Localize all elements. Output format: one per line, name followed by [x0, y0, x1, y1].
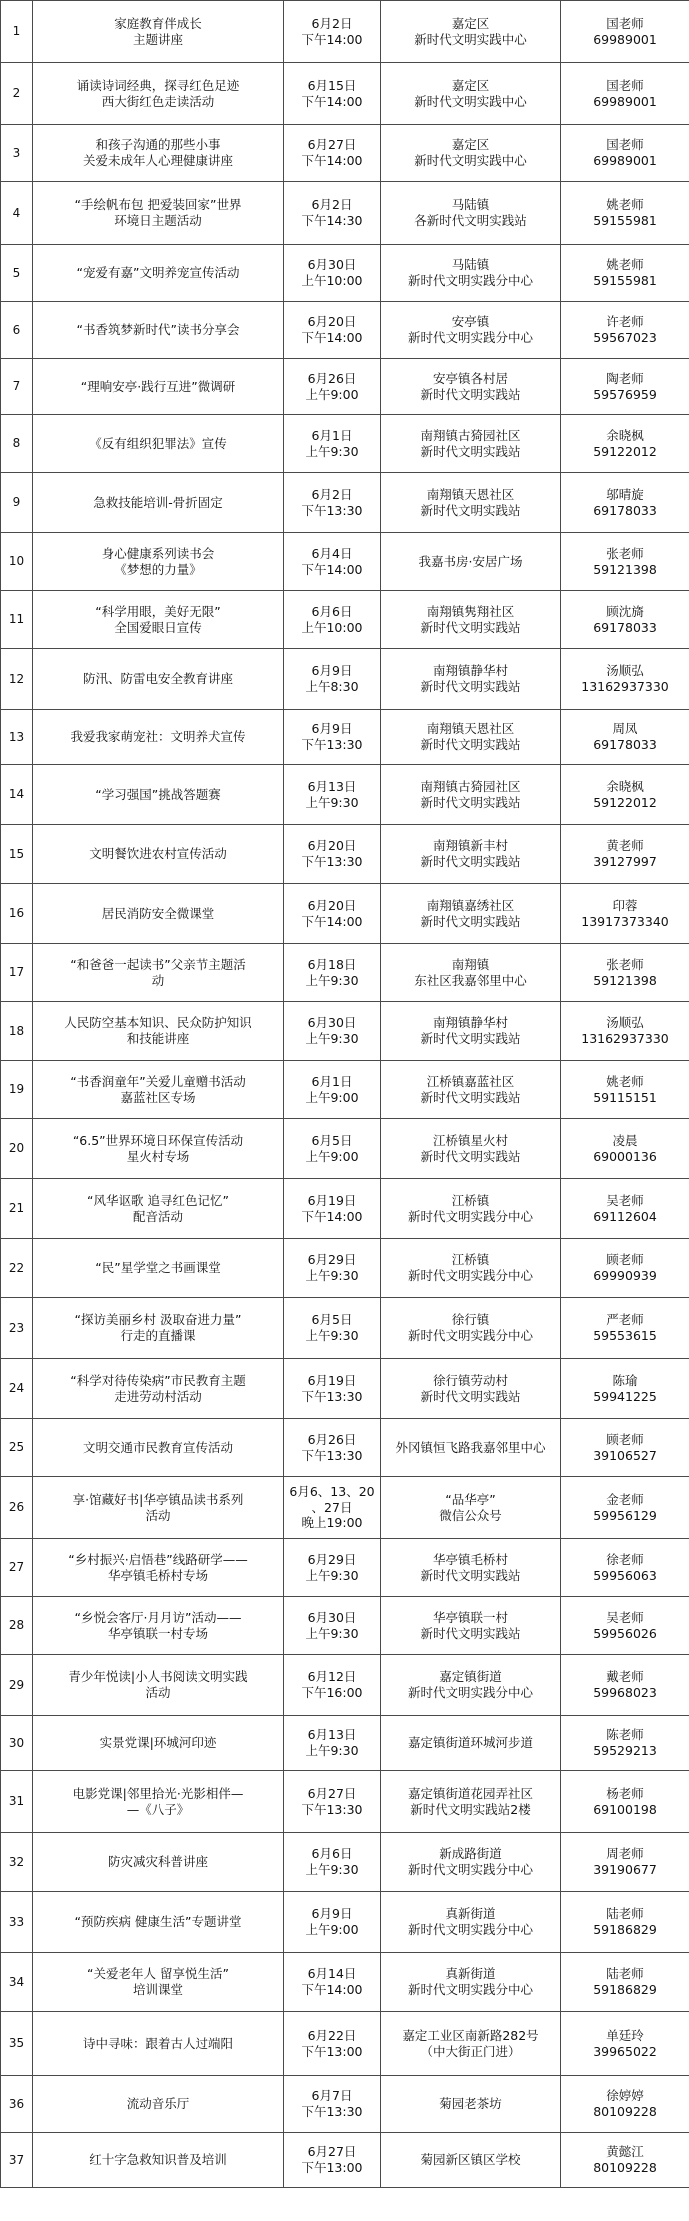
- row-number: 16: [1, 884, 33, 944]
- activity-contact: 余晓枫 59122012: [561, 415, 689, 473]
- table-row: [1, 765, 689, 825]
- row-number: 26: [1, 1477, 33, 1539]
- activity-contact: 张老师 59121398: [561, 533, 689, 591]
- activity-time: 6月30日 上午9:30: [284, 1002, 381, 1061]
- activity-place: 南翔镇天恩社区 新时代文明实践站: [381, 473, 561, 533]
- table-row: [1, 1419, 689, 1477]
- activity-contact: 吴老师 69112604: [561, 1179, 689, 1239]
- activity-time: 6月5日 上午9:30: [284, 1298, 381, 1359]
- activity-contact: 吴老师 59956026: [561, 1597, 689, 1655]
- activity-contact: 周老师 39190677: [561, 1833, 689, 1892]
- activity-place: 南翔镇古猗园社区 新时代文明实践站: [381, 415, 561, 473]
- activity-place: 江桥镇嘉蓝社区 新时代文明实践站: [381, 1061, 561, 1119]
- row-number: 37: [1, 2133, 33, 2188]
- activity-contact: 姚老师 59115151: [561, 1061, 689, 1119]
- activity-time: 6月19日 下午13:30: [284, 1359, 381, 1419]
- activity-time: 6月4日 下午14:00: [284, 533, 381, 591]
- table-row: [1, 2133, 689, 2188]
- row-number: 21: [1, 1179, 33, 1239]
- activity-name: 《反有组织犯罪法》宣传: [33, 415, 284, 473]
- row-number: 19: [1, 1061, 33, 1119]
- activity-contact: 印蓉 13917373340: [561, 884, 689, 944]
- row-number: 13: [1, 710, 33, 765]
- activity-place: 安亭镇各村居 新时代文明实践站: [381, 359, 561, 415]
- activity-name: 流动音乐厅: [33, 2076, 284, 2133]
- activity-name: 实景党课|环城河印迹: [33, 1716, 284, 1771]
- row-number: 1: [1, 1, 33, 63]
- activity-contact: 陆老师 59186829: [561, 1953, 689, 2012]
- activity-contact: 陆老师 59186829: [561, 1892, 689, 1953]
- activity-time: 6月29日 上午9:30: [284, 1239, 381, 1298]
- row-number: 14: [1, 765, 33, 825]
- activity-name: 享·馆藏好书|华亭镇品读书系列 活动: [33, 1477, 284, 1539]
- row-number: 11: [1, 591, 33, 649]
- activity-place: 嘉定镇街道花园弄社区 新时代文明实践站2楼: [381, 1771, 561, 1833]
- activity-place: 外冈镇恒飞路我嘉邻里中心: [381, 1419, 561, 1477]
- activity-time: 6月20日 下午14:00: [284, 302, 381, 359]
- table-row: [1, 1539, 689, 1597]
- activity-contact: 黄老师 39127997: [561, 825, 689, 884]
- activity-name: 文明餐饮进农村宣传活动: [33, 825, 284, 884]
- row-number: 6: [1, 302, 33, 359]
- activity-contact: 陈瑜 59941225: [561, 1359, 689, 1419]
- activity-contact: 黄懿江 80109228: [561, 2133, 689, 2188]
- table-row: [1, 302, 689, 359]
- activity-name: “6.5”世界环境日环保宣传活动 星火村专场: [33, 1119, 284, 1179]
- row-number: 17: [1, 944, 33, 1002]
- activity-name: “学习强国”挑战答题赛: [33, 765, 284, 825]
- table-row: [1, 125, 689, 182]
- table-row: [1, 473, 689, 533]
- table-row: [1, 1953, 689, 2012]
- activity-place: 菊园新区镇区学校: [381, 2133, 561, 2188]
- activity-name: 居民消防安全微课堂: [33, 884, 284, 944]
- activity-place: “品华亭” 微信公众号: [381, 1477, 561, 1539]
- activity-name: 防灾减灾科普讲座: [33, 1833, 284, 1892]
- activity-place: 嘉定区 新时代文明实践中心: [381, 125, 561, 182]
- activity-place: 马陆镇 新时代文明实践分中心: [381, 245, 561, 302]
- activity-time: 6月5日 上午9:00: [284, 1119, 381, 1179]
- activity-place: 华亭镇联一村 新时代文明实践站: [381, 1597, 561, 1655]
- activity-place: 嘉定区 新时代文明实践中心: [381, 63, 561, 125]
- table-row: [1, 415, 689, 473]
- activity-name: 和孩子沟通的那些小事 关爱未成年人心理健康讲座: [33, 125, 284, 182]
- activity-place: 南翔镇静华村 新时代文明实践站: [381, 649, 561, 710]
- activity-place: 南翔镇 东社区我嘉邻里中心: [381, 944, 561, 1002]
- row-number: 24: [1, 1359, 33, 1419]
- activity-time: 6月6日 上午9:30: [284, 1833, 381, 1892]
- row-number: 15: [1, 825, 33, 884]
- activity-time: 6月27日 下午13:30: [284, 1771, 381, 1833]
- activity-place: 华亭镇毛桥村 新时代文明实践站: [381, 1539, 561, 1597]
- table-row: [1, 1119, 689, 1179]
- activity-contact: 余晓枫 59122012: [561, 765, 689, 825]
- activity-place: 嘉定镇街道 新时代文明实践分中心: [381, 1655, 561, 1716]
- row-number: 7: [1, 359, 33, 415]
- activity-name: 红十字急救知识普及培训: [33, 2133, 284, 2188]
- activity-contact: 顾沈旖 69178033: [561, 591, 689, 649]
- table-row: [1, 2012, 689, 2076]
- activity-contact: 邬晴旋 69178033: [561, 473, 689, 533]
- table-row: [1, 533, 689, 591]
- activity-contact: 单廷玲 39965022: [561, 2012, 689, 2076]
- activity-place: 南翔镇嘉绣社区 新时代文明实践站: [381, 884, 561, 944]
- activity-time: 6月9日 上午8:30: [284, 649, 381, 710]
- table-row: [1, 1359, 689, 1419]
- table-row: [1, 884, 689, 944]
- row-number: 22: [1, 1239, 33, 1298]
- row-number: 28: [1, 1597, 33, 1655]
- table-row: [1, 1239, 689, 1298]
- activity-place: 新成路街道 新时代文明实践分中心: [381, 1833, 561, 1892]
- row-number: 32: [1, 1833, 33, 1892]
- activity-time: 6月13日 上午9:30: [284, 765, 381, 825]
- activity-time: 6月27日 下午14:00: [284, 125, 381, 182]
- activity-time: 6月26日 下午13:30: [284, 1419, 381, 1477]
- activity-time: 6月29日 上午9:30: [284, 1539, 381, 1597]
- table-body: [1, 1, 689, 2188]
- activity-time: 6月20日 下午13:30: [284, 825, 381, 884]
- activity-place: 南翔镇隽翔社区 新时代文明实践站: [381, 591, 561, 649]
- table-row: [1, 245, 689, 302]
- activity-time: 6月20日 下午14:00: [284, 884, 381, 944]
- activity-place: 安亭镇 新时代文明实践分中心: [381, 302, 561, 359]
- activity-name: “书香筑梦新时代”读书分享会: [33, 302, 284, 359]
- activity-place: 我嘉书房·安居广场: [381, 533, 561, 591]
- activity-contact: 徐婷婷 80109228: [561, 2076, 689, 2133]
- activity-name: “宠爱有嘉”文明养宠宣传活动: [33, 245, 284, 302]
- activity-name: “理响安亭·践行互进”微调研: [33, 359, 284, 415]
- activity-time: 6月15日 下午14:00: [284, 63, 381, 125]
- activity-name: “民”星学堂之书画课堂: [33, 1239, 284, 1298]
- activity-contact: 凌晨 69000136: [561, 1119, 689, 1179]
- row-number: 12: [1, 649, 33, 710]
- activity-name: “探访美丽乡村 汲取奋进力量” 行走的直播课: [33, 1298, 284, 1359]
- activity-contact: 姚老师 59155981: [561, 245, 689, 302]
- activity-contact: 金老师 59956129: [561, 1477, 689, 1539]
- activity-name: 人民防空基本知识、民众防护知识 和技能讲座: [33, 1002, 284, 1061]
- table-row: [1, 825, 689, 884]
- activity-contact: 顾老师 39106527: [561, 1419, 689, 1477]
- activity-time: 6月6日 上午10:00: [284, 591, 381, 649]
- row-number: 9: [1, 473, 33, 533]
- table-row: [1, 1002, 689, 1061]
- table-row: [1, 1061, 689, 1119]
- activity-place: 南翔镇天恩社区 新时代文明实践站: [381, 710, 561, 765]
- table-row: [1, 359, 689, 415]
- activity-time: 6月6、13、20 、27日 晚上19:00: [284, 1477, 381, 1539]
- activity-contact: 戴老师 59968023: [561, 1655, 689, 1716]
- activity-contact: 陈老师 59529213: [561, 1716, 689, 1771]
- activity-time: 6月2日 下午14:00: [284, 1, 381, 63]
- activity-contact: 国老师 69989001: [561, 1, 689, 63]
- row-number: 34: [1, 1953, 33, 2012]
- activity-time: 6月7日 下午13:30: [284, 2076, 381, 2133]
- activity-time: 6月2日 下午13:30: [284, 473, 381, 533]
- row-number: 8: [1, 415, 33, 473]
- activity-contact: 严老师 59553615: [561, 1298, 689, 1359]
- activity-contact: 许老师 59567023: [561, 302, 689, 359]
- activity-place: 真新街道 新时代文明实践分中心: [381, 1892, 561, 1953]
- activity-contact: 张老师 59121398: [561, 944, 689, 1002]
- activity-name: 急救技能培训-骨折固定: [33, 473, 284, 533]
- activity-contact: 杨老师 69100198: [561, 1771, 689, 1833]
- row-number: 23: [1, 1298, 33, 1359]
- activity-time: 6月13日 上午9:30: [284, 1716, 381, 1771]
- activity-place: 南翔镇静华村 新时代文明实践站: [381, 1002, 561, 1061]
- activity-contact: 周凤 69178033: [561, 710, 689, 765]
- activity-time: 6月27日 下午13:00: [284, 2133, 381, 2188]
- activity-place: 江桥镇星火村 新时代文明实践站: [381, 1119, 561, 1179]
- activity-place: 嘉定区 新时代文明实践中心: [381, 1, 561, 63]
- table-row: [1, 1655, 689, 1716]
- activity-name: “乡村振兴·启悟巷”线路研学—— 华亭镇毛桥村专场: [33, 1539, 284, 1597]
- table-row: [1, 1179, 689, 1239]
- activity-name: “关爱老年人 留享悦生活” 培训课堂: [33, 1953, 284, 2012]
- activity-time: 6月30日 上午9:30: [284, 1597, 381, 1655]
- table-row: [1, 1597, 689, 1655]
- activity-name: “手绘帆布包 把爱装回家”世界 环境日主题活动: [33, 182, 284, 245]
- activity-place: 江桥镇 新时代文明实践分中心: [381, 1239, 561, 1298]
- row-number: 25: [1, 1419, 33, 1477]
- row-number: 2: [1, 63, 33, 125]
- activity-name: 青少年悦读|小人书阅读文明实践 活动: [33, 1655, 284, 1716]
- activity-place: 南翔镇新丰村 新时代文明实践站: [381, 825, 561, 884]
- row-number: 10: [1, 533, 33, 591]
- activity-time: 6月1日 上午9:30: [284, 415, 381, 473]
- activity-time: 6月1日 上午9:00: [284, 1061, 381, 1119]
- table-row: [1, 1477, 689, 1539]
- table-row: [1, 1716, 689, 1771]
- row-number: 4: [1, 182, 33, 245]
- activity-place: 徐行镇劳动村 新时代文明实践站: [381, 1359, 561, 1419]
- row-number: 29: [1, 1655, 33, 1716]
- activity-place: 真新街道 新时代文明实践分中心: [381, 1953, 561, 2012]
- activity-time: 6月30日 上午10:00: [284, 245, 381, 302]
- activity-name: “风华讴歌 追寻红色记忆” 配音活动: [33, 1179, 284, 1239]
- activity-time: 6月9日 上午9:00: [284, 1892, 381, 1953]
- activity-time: 6月9日 下午13:30: [284, 710, 381, 765]
- activity-name: 身心健康系列读书会 《梦想的力量》: [33, 533, 284, 591]
- activity-time: 6月22日 下午13:00: [284, 2012, 381, 2076]
- row-number: 18: [1, 1002, 33, 1061]
- row-number: 35: [1, 2012, 33, 2076]
- row-number: 31: [1, 1771, 33, 1833]
- activity-name: 家庭教育伴成长 主题讲座: [33, 1, 284, 63]
- table-row: [1, 63, 689, 125]
- table-row: [1, 649, 689, 710]
- activity-place: 菊园老茶坊: [381, 2076, 561, 2133]
- activity-time: 6月18日 上午9:30: [284, 944, 381, 1002]
- row-number: 33: [1, 1892, 33, 1953]
- activity-name: “科学用眼，美好无限” 全国爱眼日宣传: [33, 591, 284, 649]
- activity-contact: 徐老师 59956063: [561, 1539, 689, 1597]
- activity-time: 6月26日 上午9:00: [284, 359, 381, 415]
- activity-name: “乡悦会客厅·月月访”活动—— 华亭镇联一村专场: [33, 1597, 284, 1655]
- table-row: [1, 944, 689, 1002]
- activity-time: 6月14日 下午14:00: [284, 1953, 381, 2012]
- row-number: 3: [1, 125, 33, 182]
- activity-contact: 姚老师 59155981: [561, 182, 689, 245]
- row-number: 5: [1, 245, 33, 302]
- table-row: [1, 591, 689, 649]
- table-row: [1, 1298, 689, 1359]
- row-number: 27: [1, 1539, 33, 1597]
- table-row: [1, 1771, 689, 1833]
- activity-name: 电影党课|邻里拾光·光影相伴— —《八子》: [33, 1771, 284, 1833]
- activity-name: 诗中寻味：跟着古人过端阳: [33, 2012, 284, 2076]
- activity-name: “预防疾病 健康生活”专题讲堂: [33, 1892, 284, 1953]
- activity-contact: 国老师 69989001: [561, 63, 689, 125]
- activity-contact: 顾老师 69990939: [561, 1239, 689, 1298]
- table-row: [1, 1, 689, 63]
- activity-name: 文明交通市民教育宣传活动: [33, 1419, 284, 1477]
- activity-time: 6月2日 下午14:30: [284, 182, 381, 245]
- activity-place: 嘉定工业区南新路282号 （中大街正门进）: [381, 2012, 561, 2076]
- activity-place: 江桥镇 新时代文明实践分中心: [381, 1179, 561, 1239]
- table-row: [1, 710, 689, 765]
- activity-contact: 国老师 69989001: [561, 125, 689, 182]
- activity-name: “书香润童年”关爱儿童赠书活动 嘉蓝社区专场: [33, 1061, 284, 1119]
- table-row: [1, 182, 689, 245]
- activity-contact: 陶老师 59576959: [561, 359, 689, 415]
- activity-place: 南翔镇古猗园社区 新时代文明实践站: [381, 765, 561, 825]
- table-row: [1, 1892, 689, 1953]
- activity-name: “和爸爸一起读书”父亲节主题活 动: [33, 944, 284, 1002]
- activity-contact: 汤顺弘 13162937330: [561, 1002, 689, 1061]
- activity-place: 马陆镇 各新时代文明实践站: [381, 182, 561, 245]
- activity-place: 嘉定镇街道环城河步道: [381, 1716, 561, 1771]
- table-row: [1, 1833, 689, 1892]
- row-number: 30: [1, 1716, 33, 1771]
- row-number: 20: [1, 1119, 33, 1179]
- activity-time: 6月12日 下午16:00: [284, 1655, 381, 1716]
- row-number: 36: [1, 2076, 33, 2133]
- activity-place: 徐行镇 新时代文明实践分中心: [381, 1298, 561, 1359]
- activity-time: 6月19日 下午14:00: [284, 1179, 381, 1239]
- table-row: [1, 2076, 689, 2133]
- activity-name: 诵读诗词经典，探寻红色足迹 西大街红色走读活动: [33, 63, 284, 125]
- activity-name: “科学对待传染病”市民教育主题 走进劳动村活动: [33, 1359, 284, 1419]
- activity-name: 防汛、防雷电安全教育讲座: [33, 649, 284, 710]
- activity-name: 我爱我家萌宠社：文明养犬宣传: [33, 710, 284, 765]
- activity-contact: 汤顺弘 13162937330: [561, 649, 689, 710]
